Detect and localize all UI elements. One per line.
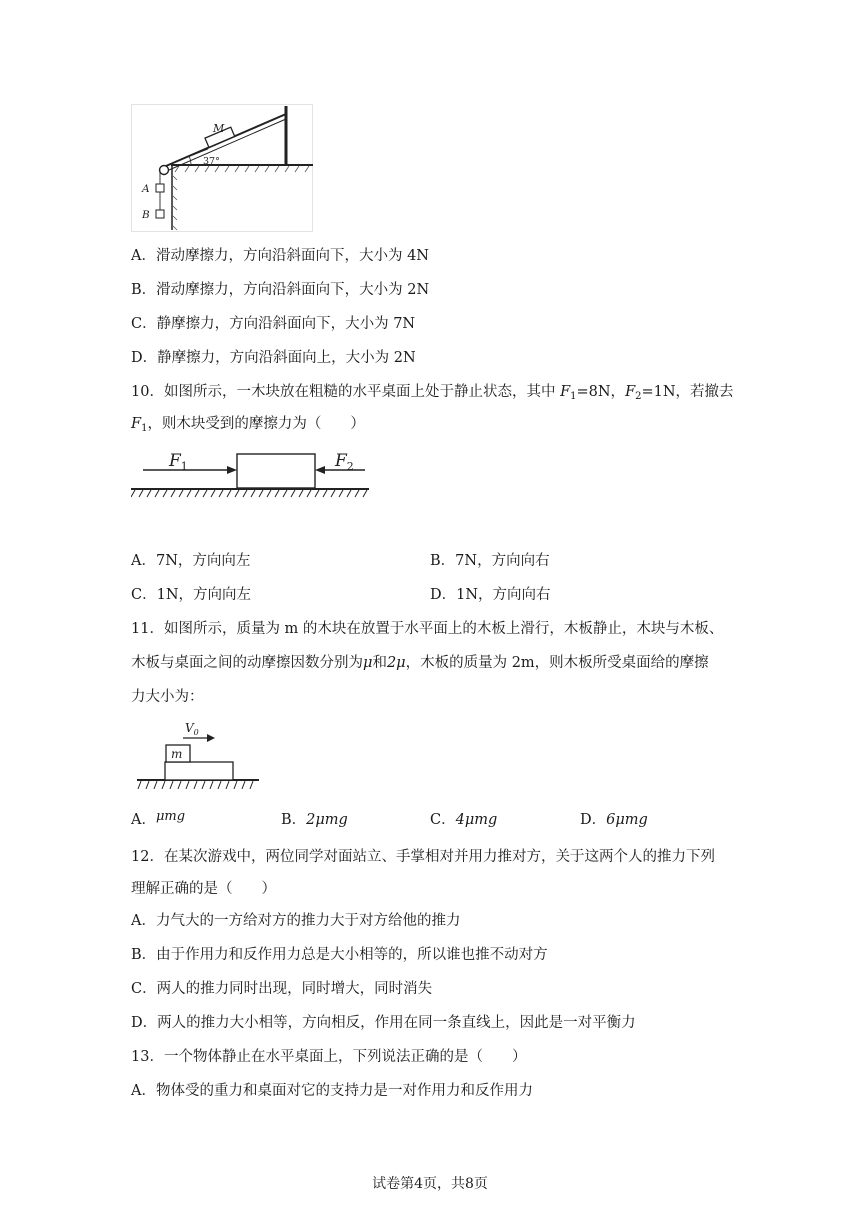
q10-option-d: D．1N，方向向右 bbox=[430, 587, 551, 603]
q10-stem-line2: $F_1$，则木块受到的摩擦力为（ ） bbox=[131, 416, 365, 434]
q13-stem: 13．一个物体静止在水平桌面上，下列说法正确的是（ ） bbox=[131, 1049, 527, 1065]
page-footer: 试卷第4页，共8页 bbox=[372, 1176, 488, 1192]
block-on-board-figure bbox=[131, 718, 263, 800]
q12-option-a: A．力气大的一方给对方的推力大于对方给他的推力 bbox=[131, 913, 461, 929]
q12-stem-line2: 理解正确的是（ ） bbox=[131, 881, 276, 897]
q10-option-b: B．7N，方向向右 bbox=[430, 553, 550, 569]
q10-option-a: A．7N，方向向左 bbox=[131, 553, 251, 569]
block-forces-figure bbox=[131, 448, 371, 500]
force-f2-label: $F_2$ bbox=[335, 451, 354, 473]
q11-stem-line2: 木板与桌面之间的动摩擦因数分别为μ和2μ，木板的质量为 2m，则木板所受桌面给的摩擦 bbox=[131, 655, 709, 671]
velocity-v0-label: $V_0$ bbox=[185, 721, 199, 737]
q12-stem-line1: 12．在某次游戏中，两位同学对面站立、手掌相对并用力推对方，关于这两个人的推力下列 bbox=[131, 849, 715, 865]
q11-stem-line3: 力大小为： bbox=[131, 689, 204, 705]
q9-option-b: B．滑动摩擦力，方向沿斜面向下，大小为 2N bbox=[131, 282, 430, 298]
block-m-label: m bbox=[171, 747, 183, 761]
q12-option-b: B．由于作用力和反作用力总是大小相等的，所以谁也推不动对方 bbox=[131, 947, 548, 963]
q12-option-d: D．两人的推力大小相等，方向相反，作用在同一条直线上，因此是一对平衡力 bbox=[131, 1015, 636, 1031]
q9-option-c: C．静摩擦力，方向沿斜面向下，大小为 7N bbox=[131, 316, 416, 332]
mass-m-label: M bbox=[213, 122, 225, 135]
q11-option-a: A．μmg bbox=[131, 809, 186, 828]
angle-label: 37° bbox=[203, 156, 220, 167]
incline-pulley-figure bbox=[131, 104, 313, 232]
q11-option-b: B．2μmg bbox=[281, 812, 348, 828]
q9-option-a: A．滑动摩擦力，方向沿斜面向下，大小为 4N bbox=[131, 248, 429, 264]
q10-option-c: C．1N，方向向左 bbox=[131, 587, 252, 603]
force-f1-label: $F_1$ bbox=[169, 451, 188, 473]
q11-stem-line1: 11．如图所示，质量为 m 的木块在放置于水平面上的木板上滑行，木板静止，木块与木板、 bbox=[131, 621, 724, 637]
q9-option-d: D．静摩擦力，方向沿斜面向上，大小为 2N bbox=[131, 350, 416, 366]
mass-a-label: A bbox=[142, 183, 150, 195]
q11-option-d: D．6μmg bbox=[580, 812, 648, 828]
mass-b-label: B bbox=[142, 209, 150, 221]
q13-option-a: A．物体受的重力和桌面对它的支持力是一对作用力和反作用力 bbox=[131, 1083, 533, 1099]
q12-option-c: C．两人的推力同时出现，同时增大，同时消失 bbox=[131, 981, 433, 997]
q11-option-c: C．4μmg bbox=[430, 812, 498, 828]
q10-stem-line1: 10．如图所示，一木块放在粗糙的水平桌面上处于静止状态，其中 $F_1=8N$，$F_2=1N$，若撤去 bbox=[131, 384, 734, 402]
